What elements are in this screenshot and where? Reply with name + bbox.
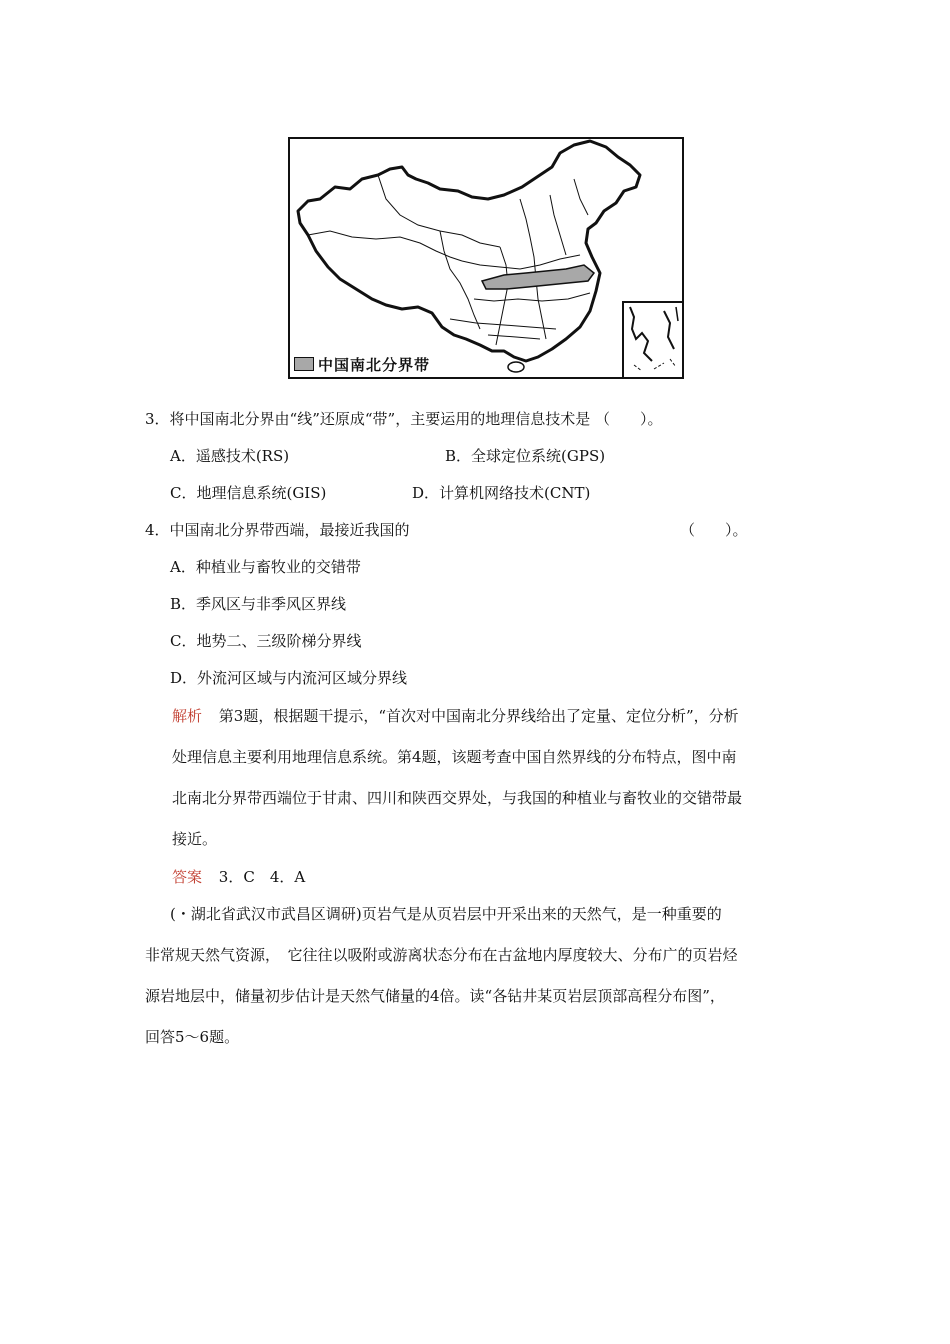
- q4-option-c: C．地势二、三级阶梯分界线: [170, 632, 362, 650]
- passage-line-2: 非常规天然气资源， 它往往以吸附或游离状态分布在古盆地内厚度较大、分布广的页岩烃: [145, 946, 738, 964]
- analysis-line-4: 接近。: [172, 830, 218, 848]
- q4-option-b: B．季风区与非季风区界线: [170, 595, 347, 613]
- analysis-line-3: 北南北分界带西端位于甘肃、四川和陕西交界处，与我国的种植业与畜牧业的交错带最: [172, 789, 743, 807]
- legend-label: 中国南北分界带: [318, 355, 431, 374]
- passage-line-4: 回答5～6题。: [145, 1028, 240, 1046]
- passage-line-3: 源岩地层中，储量初步估计是天然气储量的4倍。读“各钻井某页岩层顶部高程分布图”，: [145, 987, 725, 1005]
- china-map-figure: [288, 137, 684, 379]
- china-border: [298, 141, 640, 361]
- map-legend: [294, 354, 433, 374]
- south-china-sea-inset: [622, 301, 684, 379]
- analysis-block: [172, 706, 739, 726]
- analysis-line-1: 第3题，根据题干提示，“首次对中国南北分界线给出了定量、定位分析”，分析: [218, 707, 739, 725]
- q4-option-d: D．外流河区域与内流河区域分界线: [170, 669, 408, 687]
- passage-line-1: (・湖北省武汉市武昌区调研)页岩气是从页岩层中开采出来的天然气，是一种重要的: [170, 905, 722, 923]
- analysis-line-2: 处理信息主要利用地理信息系统。第4题，该题考查中国自然界线的分布特点，图中南: [172, 748, 737, 766]
- q3-option-b: B．全球定位系统(GPS): [445, 447, 606, 465]
- legend-swatch: [294, 357, 314, 371]
- q3-option-a: A．遥感技术(RS): [170, 447, 290, 465]
- answer-label: 答案: [172, 868, 203, 886]
- q3-option-d: D．计算机网络技术(CNT): [412, 484, 591, 502]
- answer-block: [172, 867, 305, 887]
- north-south-belt: [482, 265, 594, 289]
- q4-bracket: （ ）。: [680, 521, 748, 539]
- q3-option-c: C．地理信息系统(GIS): [170, 484, 327, 502]
- inset-outline: [624, 303, 682, 377]
- answer-text: 3．C 4．A: [218, 868, 306, 886]
- hainan-island: [508, 362, 524, 372]
- analysis-label: 解析: [172, 707, 203, 725]
- q3-stem: 3．将中国南北分界由“线”还原成“带”，主要运用的地理信息技术是 （ ）。: [145, 410, 663, 428]
- q4-option-a: A．种植业与畜牧业的交错带: [170, 558, 361, 576]
- province-boundaries: [308, 175, 590, 345]
- q4-stem: 4．中国南北分界带西端，最接近我国的: [145, 521, 410, 539]
